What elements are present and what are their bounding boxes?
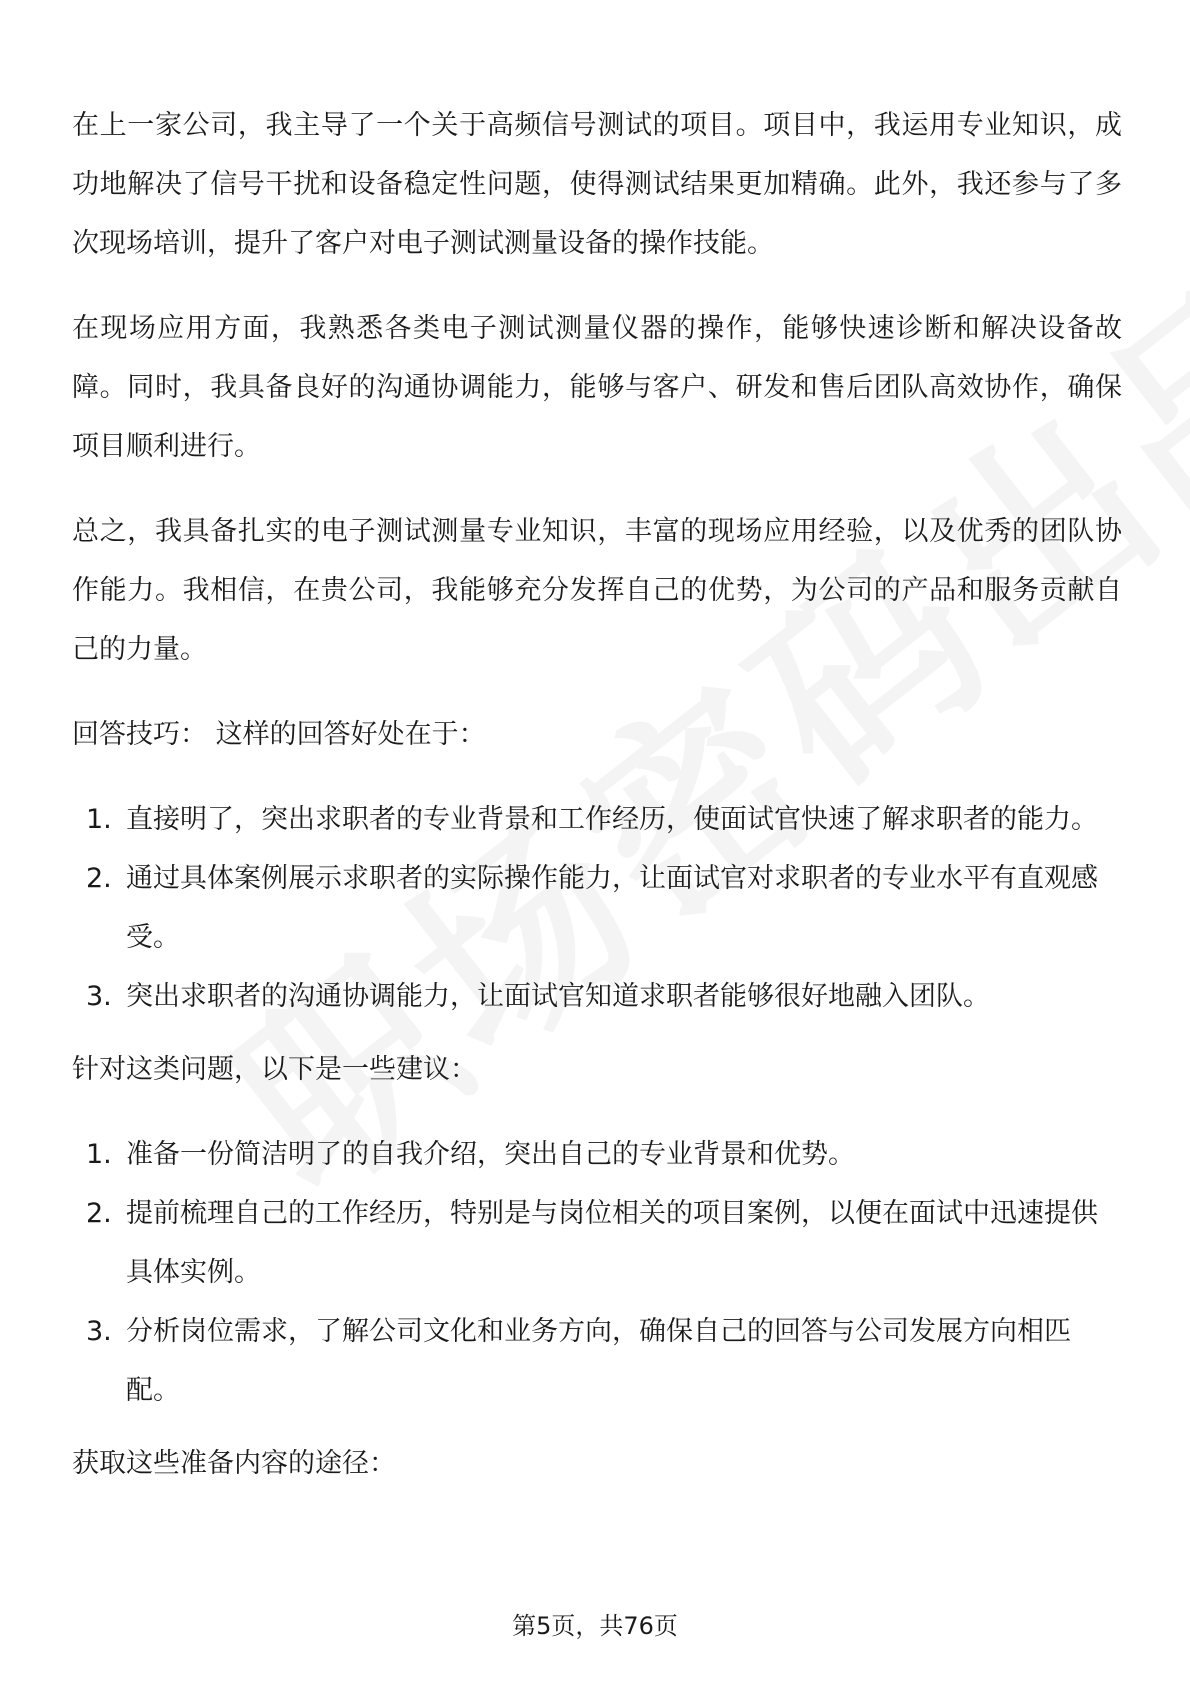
paragraph-field-application: 在现场应用方面，我熟悉各类电子测试测量仪器的操作，能够快速诊断和解决设备故障。同时，我具备良好的沟通协调能力，能够与客户、研发和售后团队高效协作，确保项目顺利进行。 <box>72 313 1122 462</box>
paragraph-summary: 总之，我具备扎实的电子测试测量专业知识，丰富的现场应用经验，以及优秀的团队协作能力。我相信，在贵公司，我能够充分发挥自己的优势，为公司的产品和服务贡献自己的力量。 <box>72 516 1122 665</box>
list-item-text: 提前梳理自己的工作经历，特别是与岗位相关的项目案例，以便在面试中迅速提供具体实例。 <box>126 1198 1098 1288</box>
list-item <box>72 967 1122 1026</box>
list-item-text: 准备一份简洁明了的自我介绍，突出自己的专业背景和优势。 <box>126 1139 855 1170</box>
list-item-text: 分析岗位需求，了解公司文化和业务方向，确保自己的回答与公司发展方向相匹配。 <box>126 1316 1071 1406</box>
list-number: 1. <box>86 804 112 835</box>
list-number: 1. <box>86 1139 112 1170</box>
list-item <box>72 1184 1122 1302</box>
document-body <box>72 96 1122 1519</box>
list-item-text: 通过具体案例展示求职者的实际操作能力，让面试官对求职者的专业水平有直观感受。 <box>126 863 1098 953</box>
list-item <box>72 849 1122 967</box>
advice-heading: 针对这类问题，以下是一些建议： <box>72 1054 477 1085</box>
tips-heading: 回答技巧： 这样的回答好处在于： <box>72 719 486 750</box>
advice-list <box>72 1125 1122 1420</box>
list-item <box>72 1302 1122 1420</box>
sources-heading: 获取这些准备内容的途径： <box>72 1448 396 1479</box>
page-footer: 第5页，共76页 <box>512 1612 678 1640</box>
list-number: 2. <box>86 863 112 894</box>
list-number: 3. <box>86 981 112 1012</box>
list-item <box>72 790 1122 849</box>
list-item <box>72 1125 1122 1184</box>
tips-list <box>72 790 1122 1026</box>
list-number: 3. <box>86 1316 112 1347</box>
list-number: 2. <box>86 1198 112 1229</box>
list-item-text: 突出求职者的沟通协调能力，让面试官知道求职者能够很好地融入团队。 <box>126 981 990 1012</box>
list-item-text: 直接明了，突出求职者的专业背景和工作经历，使面试官快速了解求职者的能力。 <box>126 804 1098 835</box>
paragraph-project-experience: 在上一家公司，我主导了一个关于高频信号测试的项目。项目中，我运用专业知识，成功地解决了信号干扰和设备稳定性问题，使得测试结果更加精确。此外，我还参与了多次现场培训，提升了客户对电子测试测量设备的操作技能。 <box>72 110 1122 259</box>
